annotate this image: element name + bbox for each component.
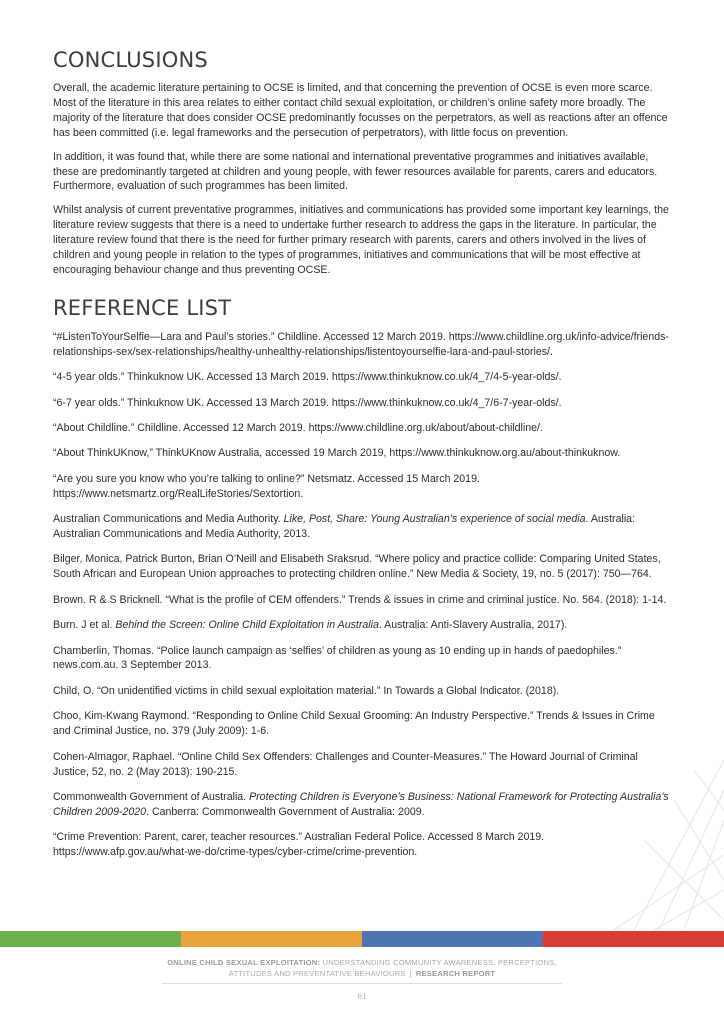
reference-list-heading: REFERENCE LIST [53, 295, 232, 320]
reference-text: Child, O. “On unidentified victims in child sexual exploitation material.” In Towards a Global Indicator. (2018). [53, 684, 560, 697]
reference-title-italic: Like, Post, Share: Young Australian’s experience of social media [283, 513, 586, 526]
reference-text: Bilger, Monica, Patrick Burton, Brian O’Neill and Elisabeth Sraksrud. “Where policy and practice collide: Comparing United States, South African and European Union approaches to protecting children online.” New Media & Society, 19, no. 5 (2017): 750—764. [53, 553, 661, 581]
conclusions-heading: CONCLUSIONS [53, 48, 208, 72]
stripe-green [0, 931, 181, 947]
stripe-red [543, 931, 724, 947]
reference-item [53, 709, 673, 739]
reference-item [53, 370, 673, 385]
footer-report-label: RESEARCH REPORT [415, 968, 496, 978]
reference-list [53, 330, 673, 860]
conclusions-paragraph: In addition, it was found that, while there are some national and international preventative programmes and initiatives available, these are predominantly targeted at children and young people, with fewer resources available for parents, carers and educators. Furthermore, evaluation of such programmes has been limited. [53, 150, 658, 193]
decorative-line [634, 760, 724, 930]
decorative-lines-graphic [614, 760, 724, 930]
page-number: 61 [357, 992, 367, 1001]
reference-text: Choo, Kim-Kwang Raymond. “Responding to Online Child Sexual Grooming: An Industry Perspective.” Trends & Issues in Crime and Criminal Justice, no. 379 (July 2009): 1-6. [53, 710, 655, 738]
reference-text: “About ThinkUKnow,” ThinkUKnow Australia, accessed 19 March 2019, https://www.thinkuknow.org.au/about-thinkuknow. [53, 447, 621, 460]
footer-line-1 [0, 958, 724, 969]
reference-item [53, 421, 673, 436]
decorative-line [614, 855, 724, 930]
conclusions-paragraph: Overall, the academic literature pertaining to OCSE is limited, and that concerning the prevention of OCSE is even more scarce. Most of the literature in this area relates to either contact child sexual exploitation, or children’s online safety more broadly. The majority of the literature that does consider OCSE predominantly focusses on the perpetrators, as well as reactions after an offence has been committed (i.e. legal frameworks and the persecution of perpetrators), with little focus on prevention. [53, 82, 668, 139]
reference-item [53, 472, 673, 502]
reference-text-end: . Australia: Anti-Slavery Australia, 2017). [378, 619, 568, 632]
reference-text: “Are you sure you know who you’re talking to online?” Netsmatz. Accessed 15 March 2019. https://www.netsmartz.org/RealLifeStories/Sextortion. [53, 472, 480, 500]
stripe-blue [362, 931, 543, 947]
reference-text-end: . Australia: Australian Communications and Media Authority, 2013. [53, 513, 636, 541]
reference-item [53, 396, 673, 411]
reference-item [53, 552, 673, 582]
reference-text: Australian Communications and Media Authority. [53, 513, 284, 526]
reference-title-italic: Behind the Screen: Online Child Exploitation in Australia [115, 619, 379, 632]
reference-item [53, 830, 673, 860]
reference-text: Brown. R & S Bricknell. “What is the profile of CEM offenders.” Trends & issues in crime and criminal justice. No. 564. (2018): 1-14. [53, 593, 667, 606]
reference-item [53, 684, 673, 699]
decorative-line [694, 770, 724, 810]
stripe-orange [181, 931, 362, 947]
footer-separator: | [409, 968, 412, 978]
reference-text: Burn. J et al. [53, 619, 116, 632]
reference-item [53, 618, 673, 633]
reference-item [53, 330, 673, 360]
reference-text: Cohen-Almagor, Raphael. “Online Child Sex Offenders: Challenges and Counter-Measures.” The Howard Journal of Criminal Justice, 52, no. 2 (May 2013): 190-215. [53, 750, 638, 778]
reference-text: “About Childline.” Childline. Accessed 12 March 2019. https://www.childline.org.uk/about/about-childline/. [53, 422, 543, 434]
reference-item [53, 750, 673, 780]
reference-item [53, 644, 673, 674]
reference-text: “4-5 year olds.” Thinkuknow UK. Accessed 13 March 2019. https://www.thinkuknow.co.uk/4_7/4-5-year-olds/. [53, 371, 562, 384]
footer-title-rest: UNDERSTANDING COMMUNITY AWARENESS, PERCEPTIONS, [320, 958, 557, 967]
reference-text: “6-7 year olds.” Thinkuknow UK. Accessed 13 March 2019. https://www.thinkuknow.co.uk/4_7/6-7-year-olds/. [53, 396, 562, 409]
page-content [53, 46, 673, 871]
reference-title-italic: Protecting Children is Everyone’s Business: National Framework for Protecting Australia’s Children 2009-2020 [53, 790, 669, 818]
footer-line-2-text: ATTITUDES AND PREVENTATIVE BEHAVIOURS [228, 968, 406, 978]
footer [0, 958, 724, 979]
reference-text: “#ListenToYourSelfie—Lara and Paul’s stories.” Childline. Accessed 12 March 2019. https://www.childline.org.uk/info-advice/friends-relationships-sex/sex-relationships/healthy-unhealthy-relationships/listentoyourselfie-lara-and-paul-stories/. [53, 330, 669, 358]
footer-title-bold: ONLINE CHILD SEXUAL EXPLOITATION: [167, 958, 321, 967]
reference-item [53, 593, 673, 608]
reference-text: Chamberlin, Thomas. “Police launch campaign as ‘selfies’ of children as young as 10 ending up in hands of paedophiles.” news.com.au. 3 September 2013. [53, 644, 622, 672]
conclusions-body [53, 81, 673, 278]
reference-item [53, 512, 673, 542]
reference-item [53, 446, 673, 461]
reference-text: “Crime Prevention: Parent, carer, teacher resources.” Australian Federal Police. Accessed 8 March 2019. https://www.afp.gov.au/what-we-do/crime-types/cyber-crime/crime-prevention. [53, 831, 545, 859]
conclusions-paragraph: Whilst analysis of current preventative programmes, initiatives and communications has provided some important key learnings, the literature review suggests that there is a need to undertake further research to address the gaps in the literature. In particular, the literature review found that there is the need for further primary research with parents, carers and others involved in the lives of children and young people in relation to the types of programmes, initiatives and communications that will be most effective at encouraging behaviour change and thus preventing OCSE. [53, 204, 669, 276]
color-stripe [0, 931, 724, 947]
reference-text: Commonwealth Government of Australia. [53, 790, 250, 803]
reference-text-end: . Canberra: Commonwealth Government of Australia: 2009. [146, 805, 425, 818]
reference-item [53, 790, 673, 820]
footer-line-2 [0, 969, 724, 980]
footer-divider [162, 983, 562, 984]
